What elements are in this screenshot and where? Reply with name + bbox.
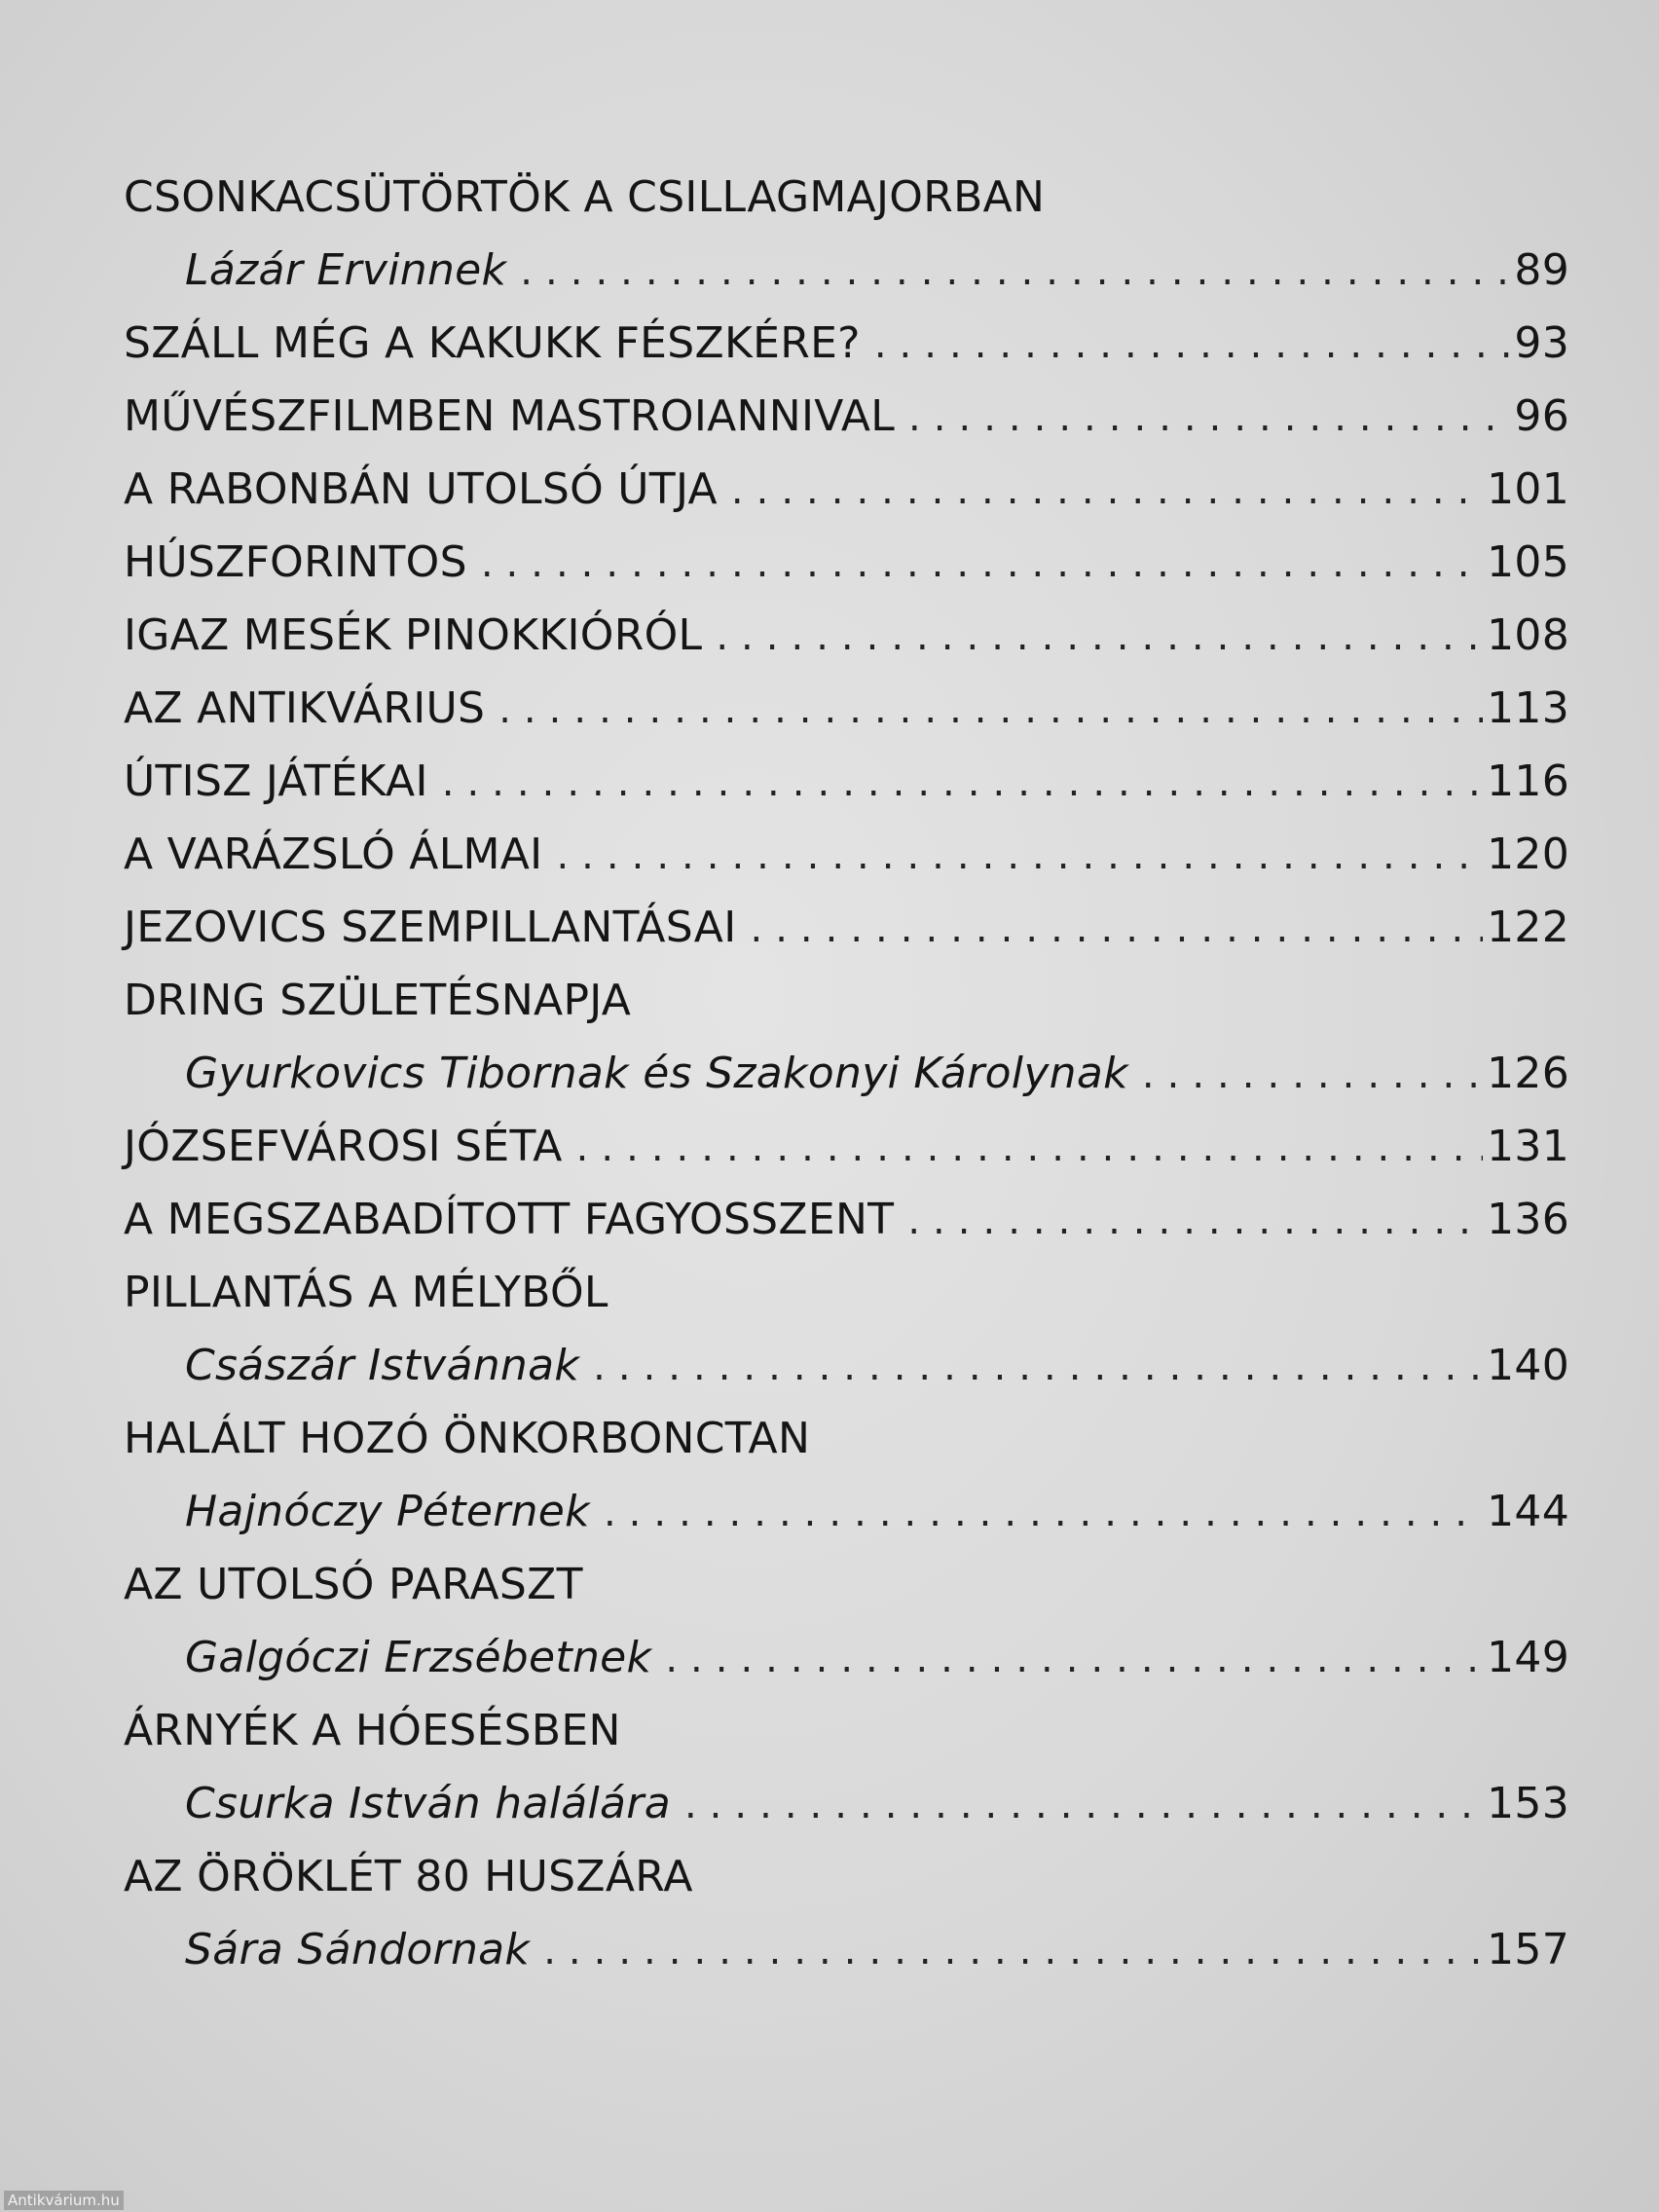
toc-page-number: 131 [1487, 1122, 1569, 1171]
toc-page-number: 93 [1514, 318, 1569, 368]
dot-leader [874, 309, 1511, 382]
toc-dedication-line [124, 234, 1569, 307]
dot-leader [576, 1112, 1483, 1185]
toc-title-line [124, 818, 1569, 891]
toc-page-number: 144 [1487, 1487, 1569, 1536]
dot-leader [556, 820, 1483, 893]
dot-leader [716, 601, 1483, 674]
dot-leader [593, 1331, 1483, 1404]
toc-page-number: 136 [1487, 1195, 1569, 1244]
toc-page-number: 149 [1487, 1633, 1569, 1682]
toc-title: HALÁLT HOZÓ ÖNKORBONCTAN [124, 1414, 811, 1463]
toc-page-number: 126 [1487, 1049, 1569, 1098]
toc-dedication-line [124, 1767, 1569, 1840]
toc-title-line [124, 891, 1569, 964]
toc-page-number: 157 [1487, 1925, 1569, 1974]
toc-dedication: Gyurkovics Tibornak és Szakonyi Károlynak [185, 1049, 1128, 1098]
toc-page-number: 140 [1487, 1341, 1569, 1390]
toc-title-line [124, 380, 1569, 453]
toc-title: AZ ANTIKVÁRIUS [124, 683, 486, 733]
toc-title: A MEGSZABADÍTOTT FAGYOSSZENT [124, 1195, 895, 1244]
dot-leader [604, 1477, 1483, 1550]
toc-page-number: 105 [1487, 537, 1569, 587]
toc-title-line [124, 1110, 1569, 1183]
toc-title-line [124, 1183, 1569, 1256]
toc-title-line [124, 964, 1569, 1037]
toc-dedication: Hajnóczy Péternek [185, 1487, 590, 1536]
dot-leader [908, 382, 1510, 455]
toc-title-line [124, 1694, 1569, 1767]
dot-leader [1142, 1039, 1483, 1112]
toc-page-number: 116 [1487, 756, 1569, 806]
dot-leader [442, 747, 1483, 820]
toc-dedication: Csurka István halálára [185, 1779, 671, 1828]
toc-title: IGAZ MESÉK PINOKKIÓRÓL [124, 610, 703, 660]
toc-page-number: 153 [1487, 1779, 1569, 1828]
dot-leader [498, 674, 1483, 747]
toc-title: SZÁLL MÉG A KAKUKK FÉSZKÉRE? [124, 318, 861, 368]
toc-title: AZ ÖRÖKLÉT 80 HUSZÁRA [124, 1852, 693, 1901]
toc-title-line [124, 745, 1569, 818]
toc-dedication-line [124, 1621, 1569, 1694]
toc-page-number: 101 [1487, 464, 1569, 514]
toc-title-line [124, 1840, 1569, 1913]
toc-page-number: 96 [1514, 391, 1569, 441]
toc-dedication-line [124, 1037, 1569, 1110]
toc-title: MŰVÉSZFILMBEN MASTROIANNIVAL [124, 391, 896, 441]
table-of-contents [124, 161, 1569, 1986]
toc-title: A VARÁZSLÓ ÁLMAI [124, 830, 543, 879]
toc-dedication: Galgóczi Erzsébetnek [185, 1633, 652, 1682]
toc-page-number: 122 [1487, 903, 1569, 952]
toc-title-line [124, 1402, 1569, 1475]
toc-title-line [124, 161, 1569, 234]
toc-title-line [124, 672, 1569, 745]
toc-dedication-line [124, 1913, 1569, 1986]
dot-leader [543, 1915, 1483, 1988]
toc-title-line [124, 599, 1569, 672]
toc-dedication-line [124, 1329, 1569, 1402]
toc-title: PILLANTÁS A MÉLYBŐL [124, 1268, 608, 1317]
toc-title: AZ UTOLSÓ PARASZT [124, 1560, 583, 1609]
toc-title: A RABONBÁN UTOLSÓ ÚTJA [124, 464, 718, 514]
toc-title-line [124, 526, 1569, 599]
dot-leader [750, 893, 1483, 966]
toc-title: HÚSZFORINTOS [124, 537, 467, 587]
dot-leader [907, 1185, 1483, 1258]
toc-title-line [124, 1256, 1569, 1329]
toc-title: JEZOVICS SZEMPILLANTÁSAI [124, 903, 737, 952]
dot-leader [665, 1623, 1483, 1696]
toc-title: JÓZSEFVÁROSI SÉTA [124, 1122, 563, 1171]
toc-dedication: Császár Istvánnak [185, 1341, 580, 1390]
dot-leader [481, 528, 1483, 601]
toc-page-number: 113 [1487, 683, 1569, 733]
toc-title: CSONKACSÜTÖRTÖK A CSILLAGMAJORBAN [124, 172, 1046, 222]
toc-page-number: 120 [1487, 830, 1569, 879]
toc-dedication-line [124, 1475, 1569, 1548]
toc-page-number: 89 [1514, 245, 1569, 295]
toc-title-line [124, 1548, 1569, 1621]
dot-leader [731, 455, 1483, 528]
toc-title-line [124, 307, 1569, 380]
toc-title: ÚTISZ JÁTÉKAI [124, 756, 428, 806]
watermark: Antikvárium.hu [4, 2191, 124, 2210]
dot-leader [520, 236, 1510, 309]
dot-leader [684, 1769, 1483, 1842]
toc-title-line [124, 453, 1569, 526]
toc-dedication: Sára Sándornak [185, 1925, 531, 1974]
toc-dedication: Lázár Ervinnek [185, 245, 507, 295]
toc-title: ÁRNYÉK A HÓESÉSBEN [124, 1706, 621, 1755]
toc-page-number: 108 [1487, 610, 1569, 660]
toc-title: DRING SZÜLETÉSNAPJA [124, 976, 632, 1025]
